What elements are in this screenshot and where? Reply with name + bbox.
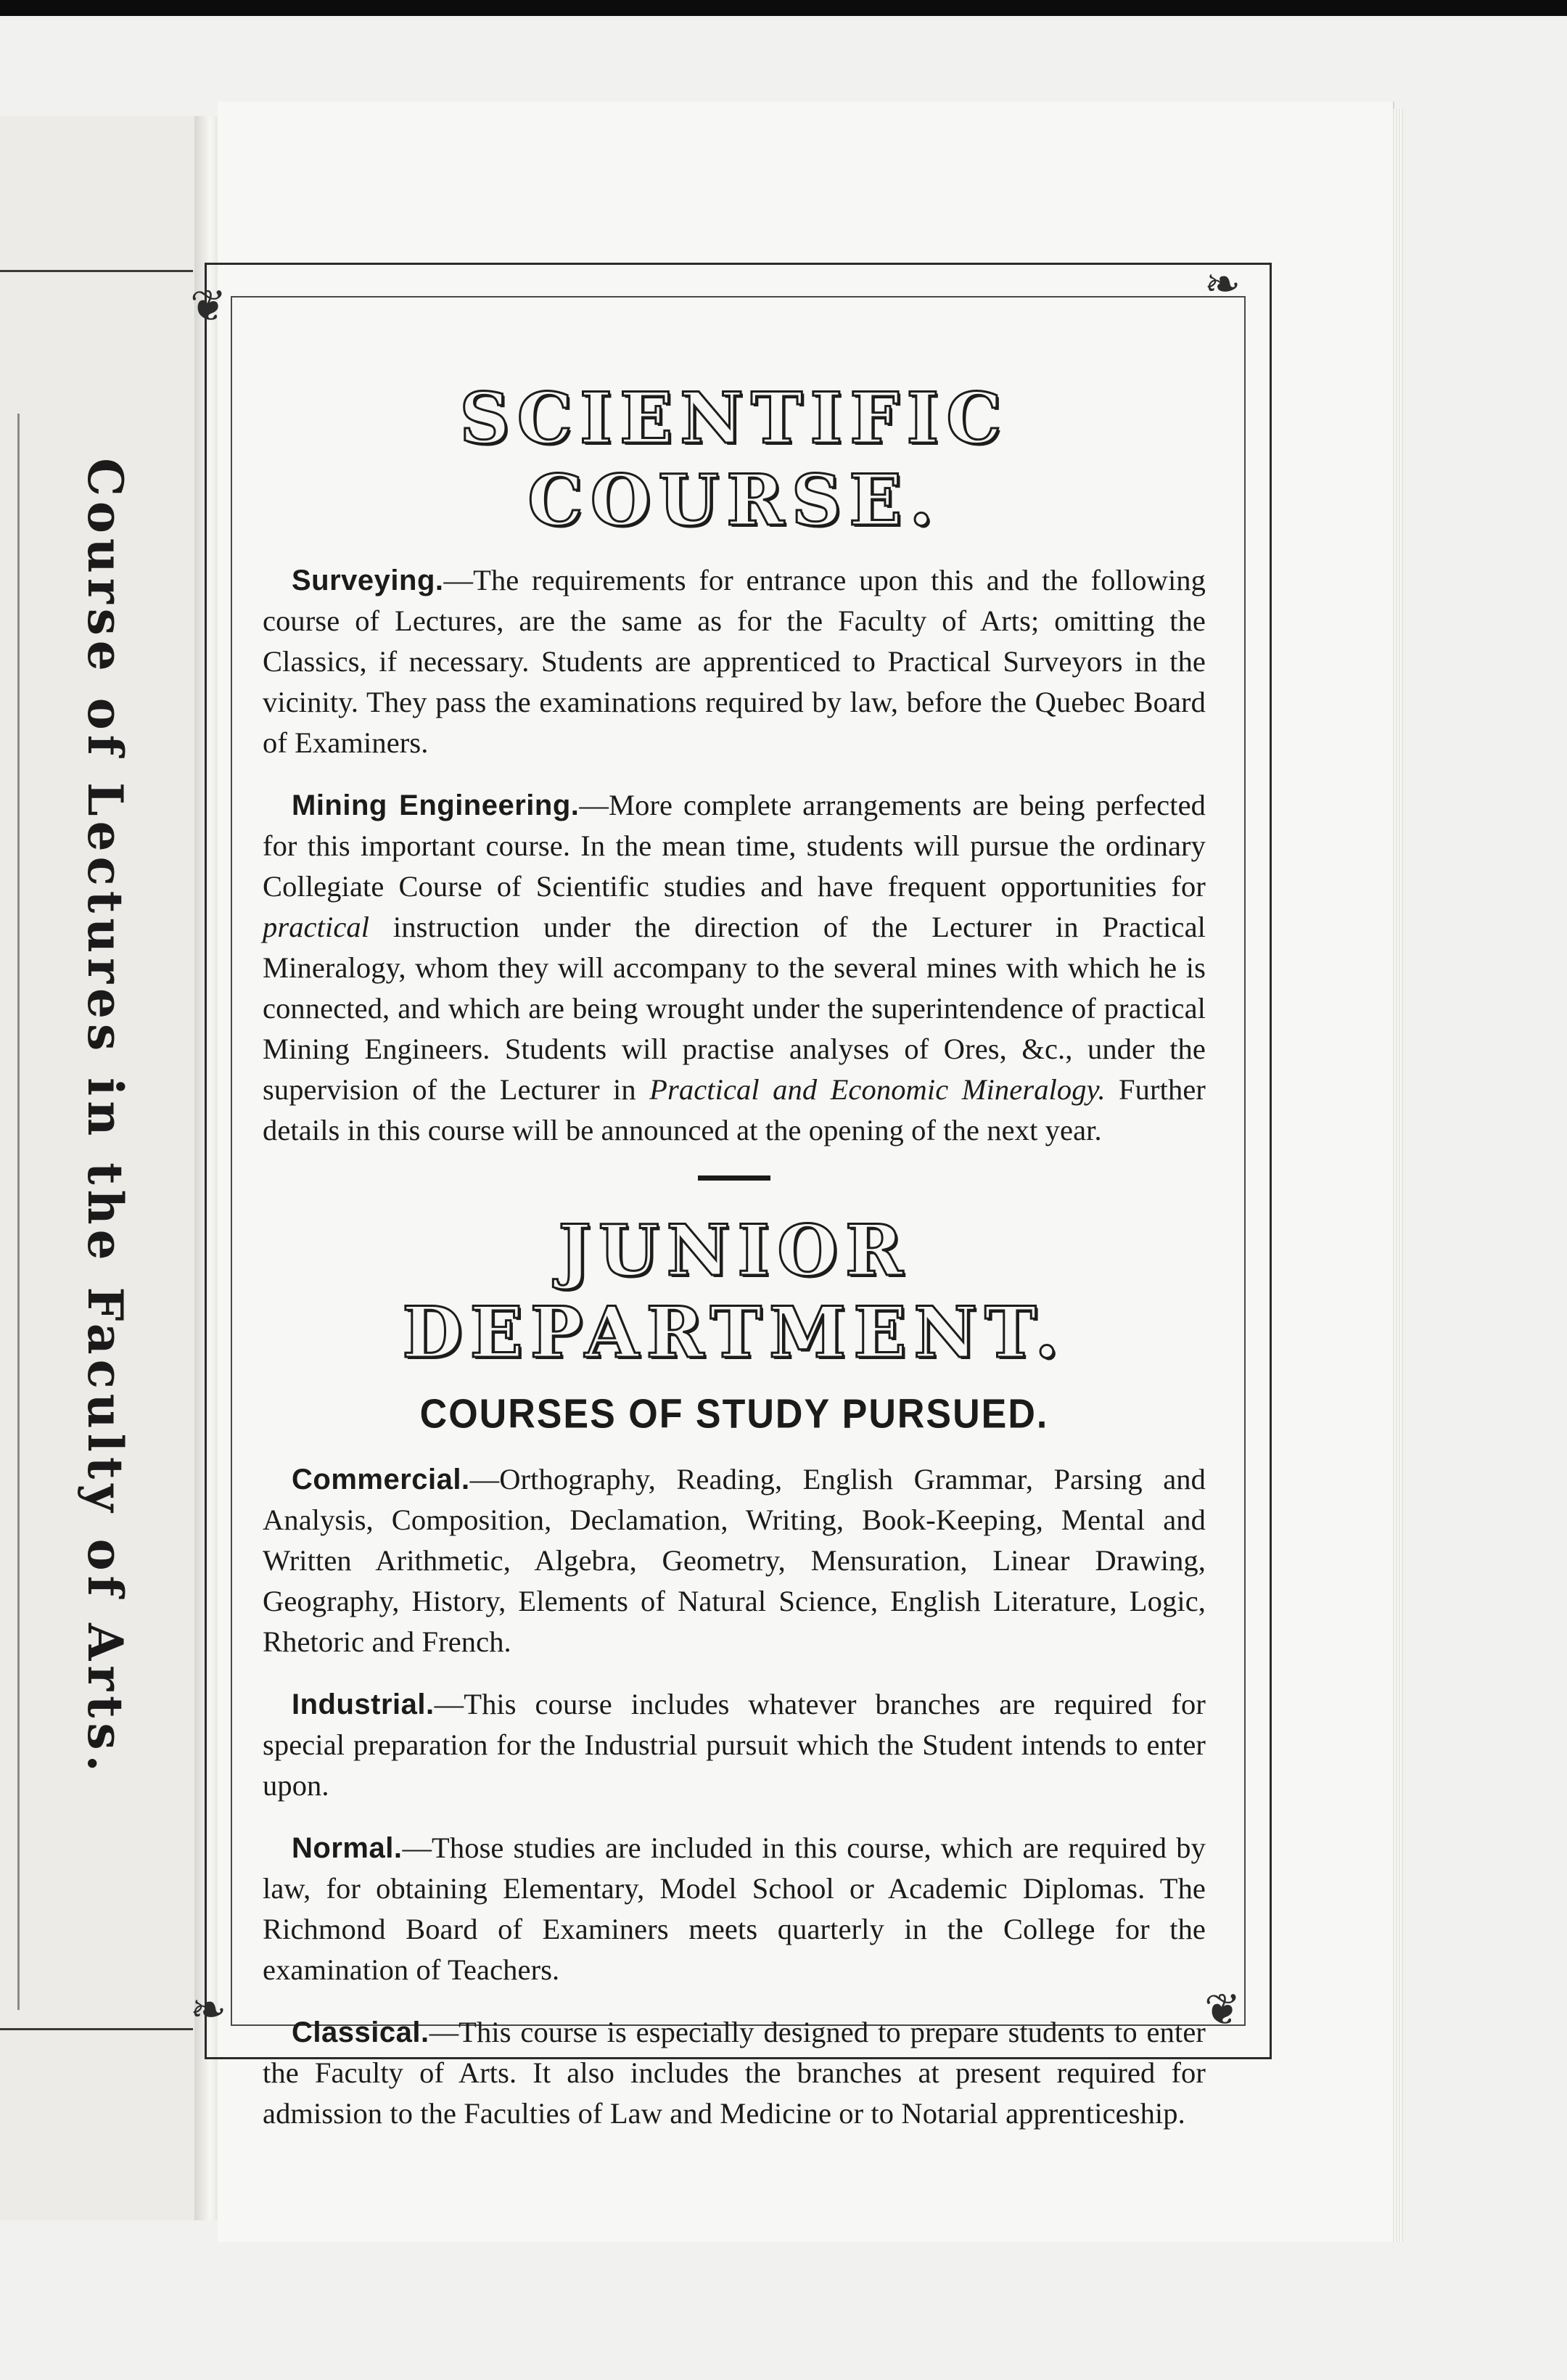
mining-text-italic-2: Practical and Economic Mineralogy. xyxy=(649,1073,1106,1106)
mining-text-1: —More complete arrangements are being perfected for this important course. In the mean time, students will pursue the ordinary Collegiate Course of Scientific studies and have frequent opportunities for xyxy=(263,789,1206,903)
scientific-course-heading: SCIENTIFIC COURSE. xyxy=(459,377,1009,541)
left-page-rule xyxy=(17,414,20,2010)
normal-text: —Those studies are included in this course, which are required by law, for obtaining Elementary, Model School or Academic Diplomas. The Richmond Board of Examiners meets quarterly in the College for the examination of Teachers. xyxy=(263,1831,1206,1986)
surveying-paragraph xyxy=(263,560,1206,763)
commercial-lead: Commercial. xyxy=(292,1464,470,1495)
corner-flourish-icon: ❧ xyxy=(190,1985,227,2035)
mining-text-3: Further details in this course will be announced at the opening of the next year. xyxy=(263,1073,1206,1146)
courses-subheading: COURSES OF STUDY PURSUED. xyxy=(419,1391,1049,1437)
mining-text-italic-1: practical xyxy=(263,911,370,943)
normal-lead: Normal. xyxy=(292,1832,403,1864)
normal-paragraph xyxy=(263,1828,1206,1990)
junior-department-heading: JUNIOR DEPARTMENT. xyxy=(402,1210,1066,1374)
surveying-text: —The requirements for entrance upon this and the following course of Lectures, are the same as for the Faculty of Arts; omitting the Classics, if necessary. Students are apprenticed to Practical Surveyors in the vicinity. They pass the examinations required by law, before the Quebec Board of Examiners. xyxy=(263,564,1206,759)
scan-top-band xyxy=(0,0,1567,16)
mining-paragraph xyxy=(263,785,1206,1151)
corner-flourish-icon: ❧ xyxy=(1204,259,1241,310)
page-edge xyxy=(1393,109,1403,2242)
corner-flourish-icon: ❦ xyxy=(190,281,227,332)
classical-lead: Classical. xyxy=(292,2016,429,2048)
commercial-paragraph xyxy=(263,1459,1206,1662)
mining-lead: Mining Engineering. xyxy=(292,789,580,821)
classical-text: —This course is especially designed to prepare students to enter the Faculty of Arts. It also includes the branches at present required for admission to the Faculties of Law and Medicine or to Notarial apprenticeship. xyxy=(263,2016,1206,2130)
industrial-paragraph xyxy=(263,1684,1206,1806)
mining-text-2: instruction under the direction of the Lecturer in Practical Mineralogy, whom they will accompany to the several mines with which he is connected, and which are being wrought under the superintendence of practical Mining Engineers. Students will practise analyses of Ores, &c., under the supervision of the Lecturer in xyxy=(263,911,1206,1106)
surveying-lead: Surveying. xyxy=(292,565,444,596)
corner-flourish-icon: ❦ xyxy=(1204,1985,1241,2035)
section-divider xyxy=(698,1175,770,1181)
page-content xyxy=(263,377,1206,2156)
classical-paragraph xyxy=(263,2012,1206,2134)
commercial-text: —Orthography, Reading, English Grammar, Parsing and Analysis, Composition, Declamation, Writing, Book-Keeping, Mental and Written Arithmetic, Algebra, Geometry, Mensuration, Linear Drawing, Geography, History, Elements of Natural Science, English Literature, Logic, Rhetoric and French. xyxy=(263,1463,1206,1658)
industrial-lead: Industrial. xyxy=(292,1688,435,1720)
running-title: Course of Lectures in the Faculty of Arts. xyxy=(77,458,133,1777)
industrial-text: —This course includes whatever branches are required for special preparation for the Industrial pursuit which the Student intends to enter upon. xyxy=(263,1688,1206,1802)
